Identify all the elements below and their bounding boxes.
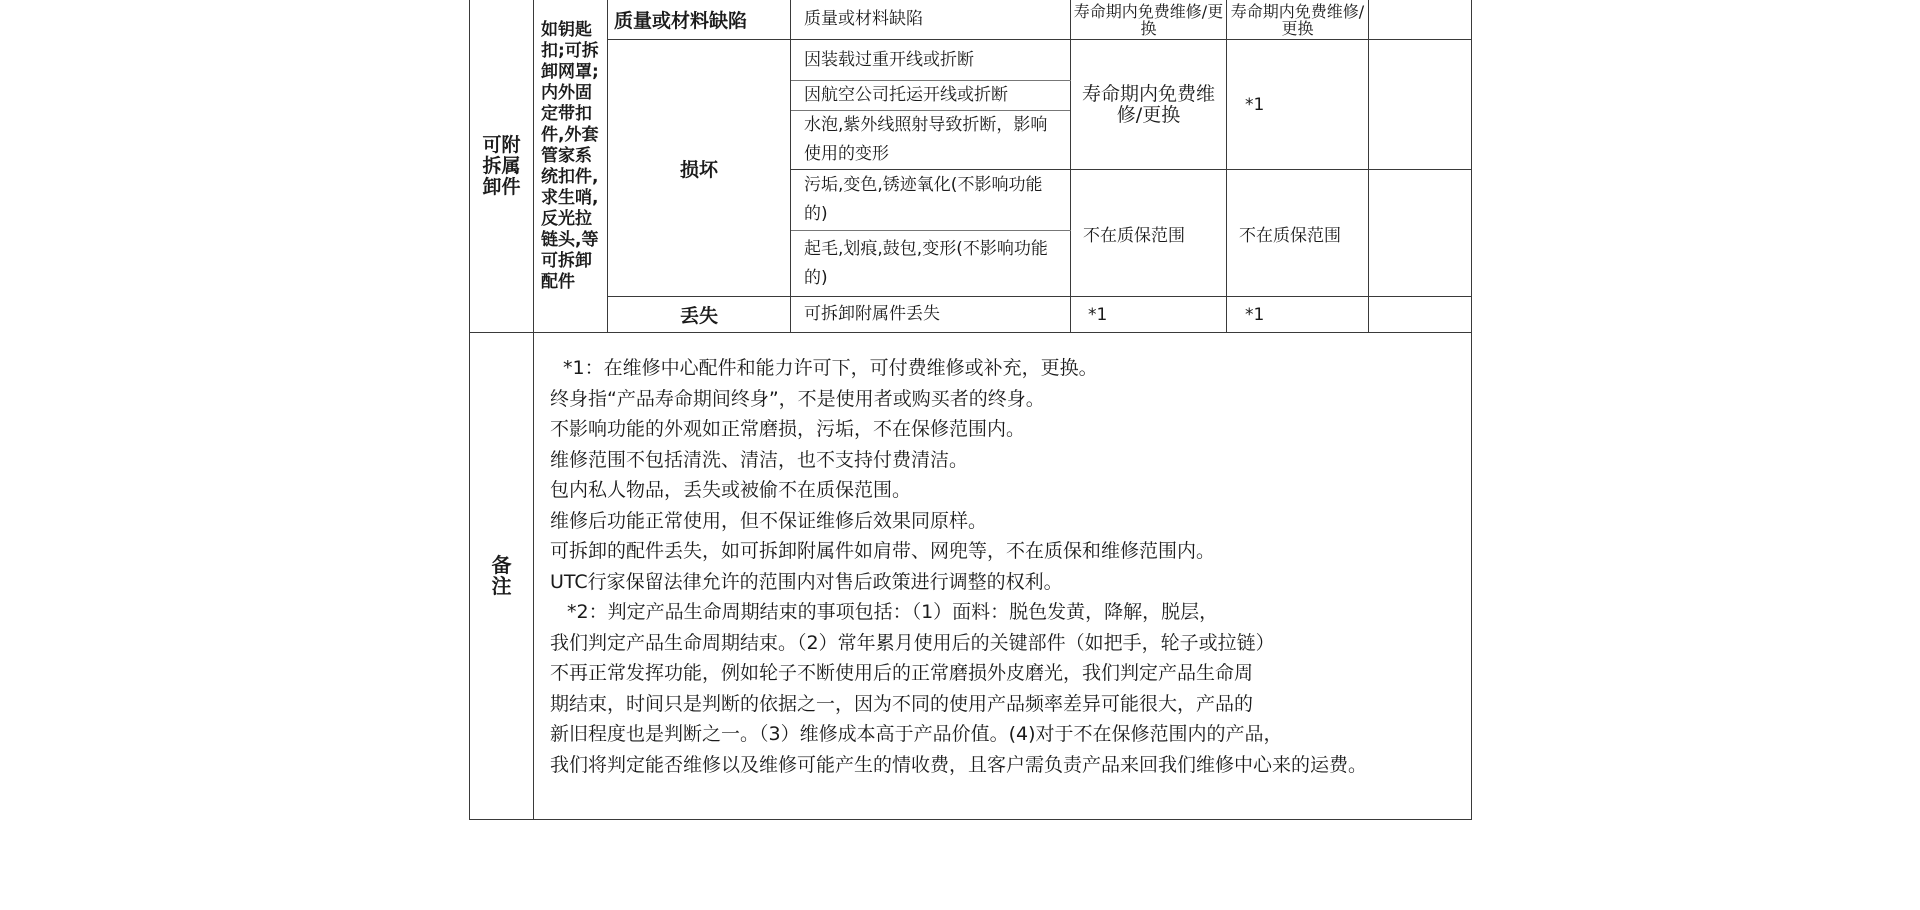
coverage-loss-3: [1369, 297, 1472, 333]
coverage-quality-2: 寿命期内免费维修/更换: [1227, 0, 1369, 40]
remark-line: *1：在维修中心配件和能力许可下，可付费维修或补充，更换。: [563, 357, 1098, 379]
warranty-table: [469, 0, 1472, 820]
remarks-label: 备注: [491, 553, 512, 598]
remarks-label-cell: [470, 333, 534, 820]
remark-line: 维修范围不包括清洗、清洁，也不支持付费清洁。: [550, 448, 969, 471]
items-text: 如钥匙扣;可拆卸网罩;内外固定带扣件,外套管家系统扣件,求生哨,反光拉链头,等可拆卸配件: [541, 20, 599, 292]
coverage-loss-2: *1: [1227, 297, 1369, 333]
remark-line: 期结束，时间只是判断的依据之一，因为不同的使用产品频率差异可能很大，产品的: [550, 692, 1254, 715]
coverage-damage-a-3: [1369, 40, 1472, 170]
description-damage-a3: 水泡,紫外线照射导致折断，影响使用的变形: [791, 111, 1071, 170]
row-quality-defect: [470, 0, 1472, 40]
coverage-damage-b-1: 不在质保范围: [1071, 170, 1227, 297]
coverage-damage-a-2: *1: [1227, 40, 1369, 170]
remark-line: 终身指“产品寿命期间终身”，不是使用者或购买者的终身。: [550, 387, 1045, 410]
subcategory-quality: 质量或材料缺陷: [608, 0, 791, 40]
remark-line: 我们判定产品生命周期结束。（2）常年累月使用后的关键部件（如把手，轮子或拉链）: [550, 631, 1275, 654]
remark-line: 维修后功能正常使用，但不保证维修后效果同原样。: [550, 509, 988, 532]
remark-line: 可拆卸的配件丢失，如可拆卸附属件如肩带、网兜等，不在质保和维修范围内。: [550, 540, 1216, 562]
coverage-loss-1: *1: [1071, 297, 1227, 333]
subcategory-damage: 损坏: [608, 40, 791, 297]
remark-line: *2：判定产品生命周期结束的事项包括：（1）面料：脱色发黄，降解，脱层，: [567, 601, 1219, 623]
remark-line: 我们将判定能否维修以及维修可能产生的情收费，且客户需负责产品来回我们维修中心来的运费。: [550, 753, 1368, 776]
remark-line: UTC行家保留法律允许的范围内对售后政策进行调整的权利。: [550, 570, 1063, 593]
remark-line: 不再正常发挥功能，例如轮子不断使用后的正常磨损外皮磨光，我们判定产品生命周: [550, 662, 1254, 684]
category-label: 可附拆属卸件: [482, 133, 521, 198]
description-damage-b2: 起毛,划痕,鼓包,变形(不影响功能的): [791, 231, 1071, 297]
category-cell: [470, 0, 534, 333]
row-remarks: [470, 333, 1472, 820]
remark-line: 新旧程度也是判断之一。（3）维修成本高于产品价值。(4)对于不在保修范围内的产品，: [550, 723, 1283, 745]
description-quality: 质量或材料缺陷: [791, 0, 1071, 40]
remark-line: 不影响功能的外观如正常磨损，污垢，不在保修范围内。: [550, 418, 1026, 440]
description-damage-a1: 因装载过重开线或折断: [791, 40, 1071, 81]
subcategory-loss: 丢失: [608, 297, 791, 333]
coverage-quality-1: 寿命期内免费维修/更换: [1071, 0, 1227, 40]
items-cell: [534, 0, 608, 333]
coverage-damage-b-3: [1369, 170, 1472, 297]
description-loss: 可拆卸附属件丢失: [791, 297, 1071, 333]
row-loss: [470, 297, 1472, 333]
description-damage-a2: 因航空公司托运开线或折断: [791, 81, 1071, 111]
remark-line: 包内私人物品，丢失或被偷不在质保范围。: [550, 479, 912, 501]
coverage-damage-b-2: 不在质保范围: [1227, 170, 1369, 297]
coverage-quality-3: [1369, 0, 1472, 40]
coverage-damage-a-1: 寿命期内免费维修/更换: [1071, 40, 1227, 170]
row-damage-a1: [470, 40, 1472, 81]
remarks-content: [534, 333, 1472, 820]
description-damage-b1: 污垢,变色,锈迹氧化(不影响功能的): [791, 170, 1071, 231]
